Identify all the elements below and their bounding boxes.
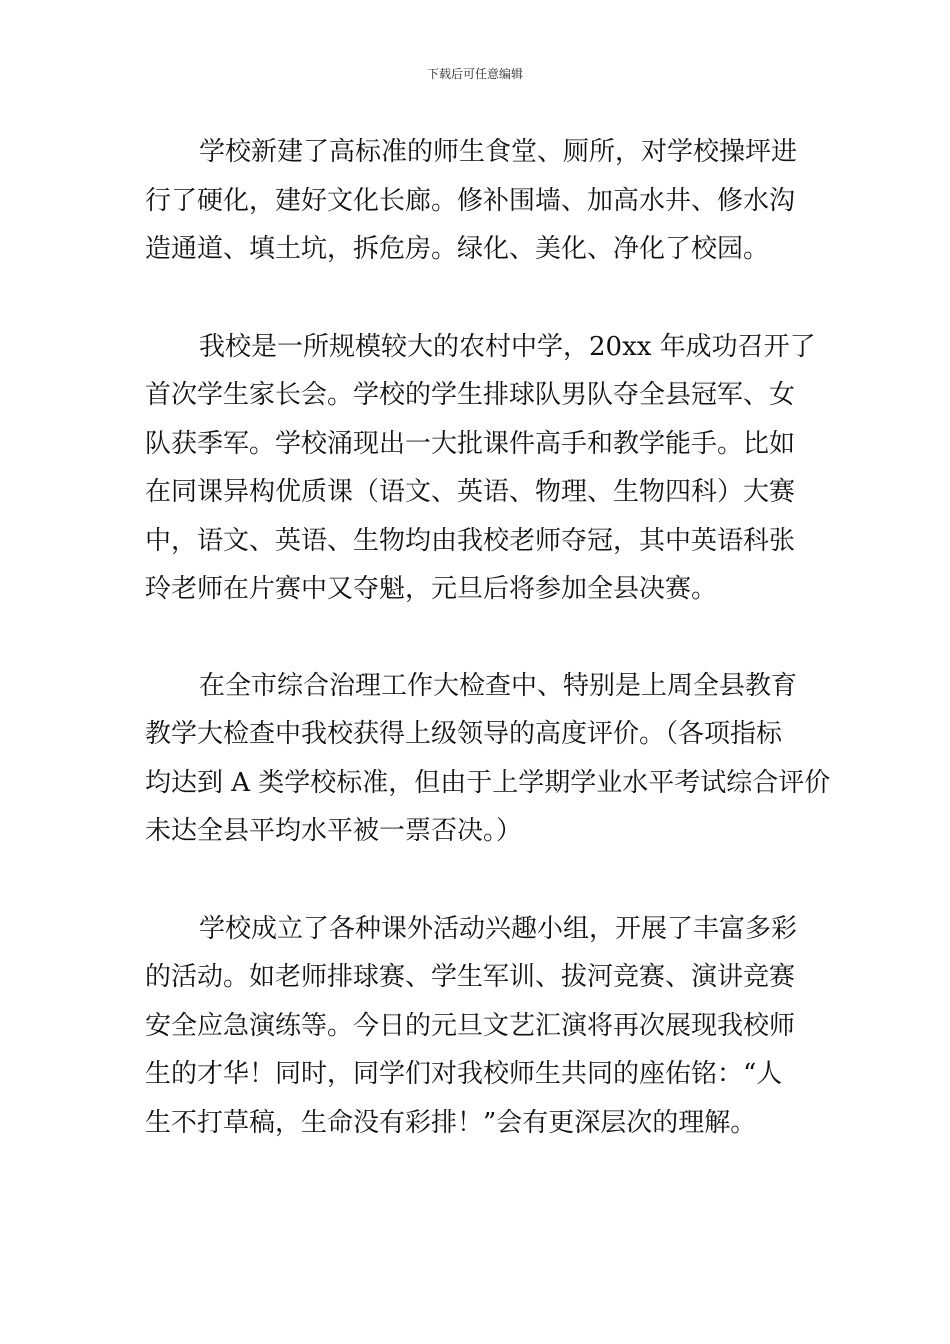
document-body [145, 128, 831, 1147]
paragraph-activities [145, 905, 815, 1148]
paragraph-spacer [145, 614, 815, 662]
paragraph-line: 在同课异构优质课（语文、英语、物理、生物四科）大赛 [145, 477, 796, 507]
paragraph-line: 造通道、填土坑，拆危房。绿化、美化、净化了校园。 [145, 234, 770, 264]
paragraph-spacer [145, 274, 815, 323]
paragraph-line: 学校成立了各种课外活动兴趣小组，开展了丰富多彩 [199, 913, 798, 944]
paragraph-line: 我校是一所规模较大的农村中学，20xx 年成功召开了 [199, 331, 816, 362]
paragraph-line: 玲老师在片赛中又夺魁，元旦后将参加全县决赛。 [145, 574, 718, 604]
paragraph-line: 教学大检查中我校获得上级领导的高度评价。（各项指标 [145, 719, 783, 749]
paragraph-line: 首次学生家长会。学校的学生排球队男队夺全县冠军、女 [145, 380, 796, 410]
paragraph-spacer [145, 856, 815, 905]
paragraph-line: 安全应急演练等。今日的元旦文艺汇演将再次展现我校师 [145, 1010, 796, 1041]
paragraph-line: 的活动。如老师排球赛、学生军训、拔河竞赛、演讲竞赛 [145, 962, 796, 992]
paragraph-line: 未达全县平均水平被一票否决。） [145, 816, 523, 846]
paragraph-line: 在全市综合治理工作大检查中、特别是上周全县教育 [199, 670, 798, 701]
paragraph-line: 中，语文、英语、生物均由我校老师夺冠，其中英语科张 [145, 525, 796, 556]
paragraph-line: 行了硬化，建好文化长廊。修补围墙、加高水井、修水沟 [145, 185, 796, 216]
paragraph-inspection [145, 662, 831, 856]
paragraph-line: 生的才华！同时，同学们对我校师生共同的座佑铭：“人 [145, 1059, 783, 1089]
paragraph-line: 均达到 A 类学校标准，但由于上学期学业水平考试综合评价 [145, 767, 831, 798]
paragraph-line: 学校新建了高标准的师生食堂、厕所，对学校操坪进 [199, 137, 798, 167]
paragraph-campus-construction [145, 128, 815, 274]
paragraph-achievements [145, 323, 815, 614]
paragraph-line: 生不打草稿，生命没有彩排！”会有更深层次的理解。 [145, 1107, 757, 1138]
paragraph-line: 队获季军。学校涌现出一大批课件高手和教学能手。比如 [145, 428, 796, 459]
page-header: 下载后可任意编辑 [426, 67, 523, 81]
